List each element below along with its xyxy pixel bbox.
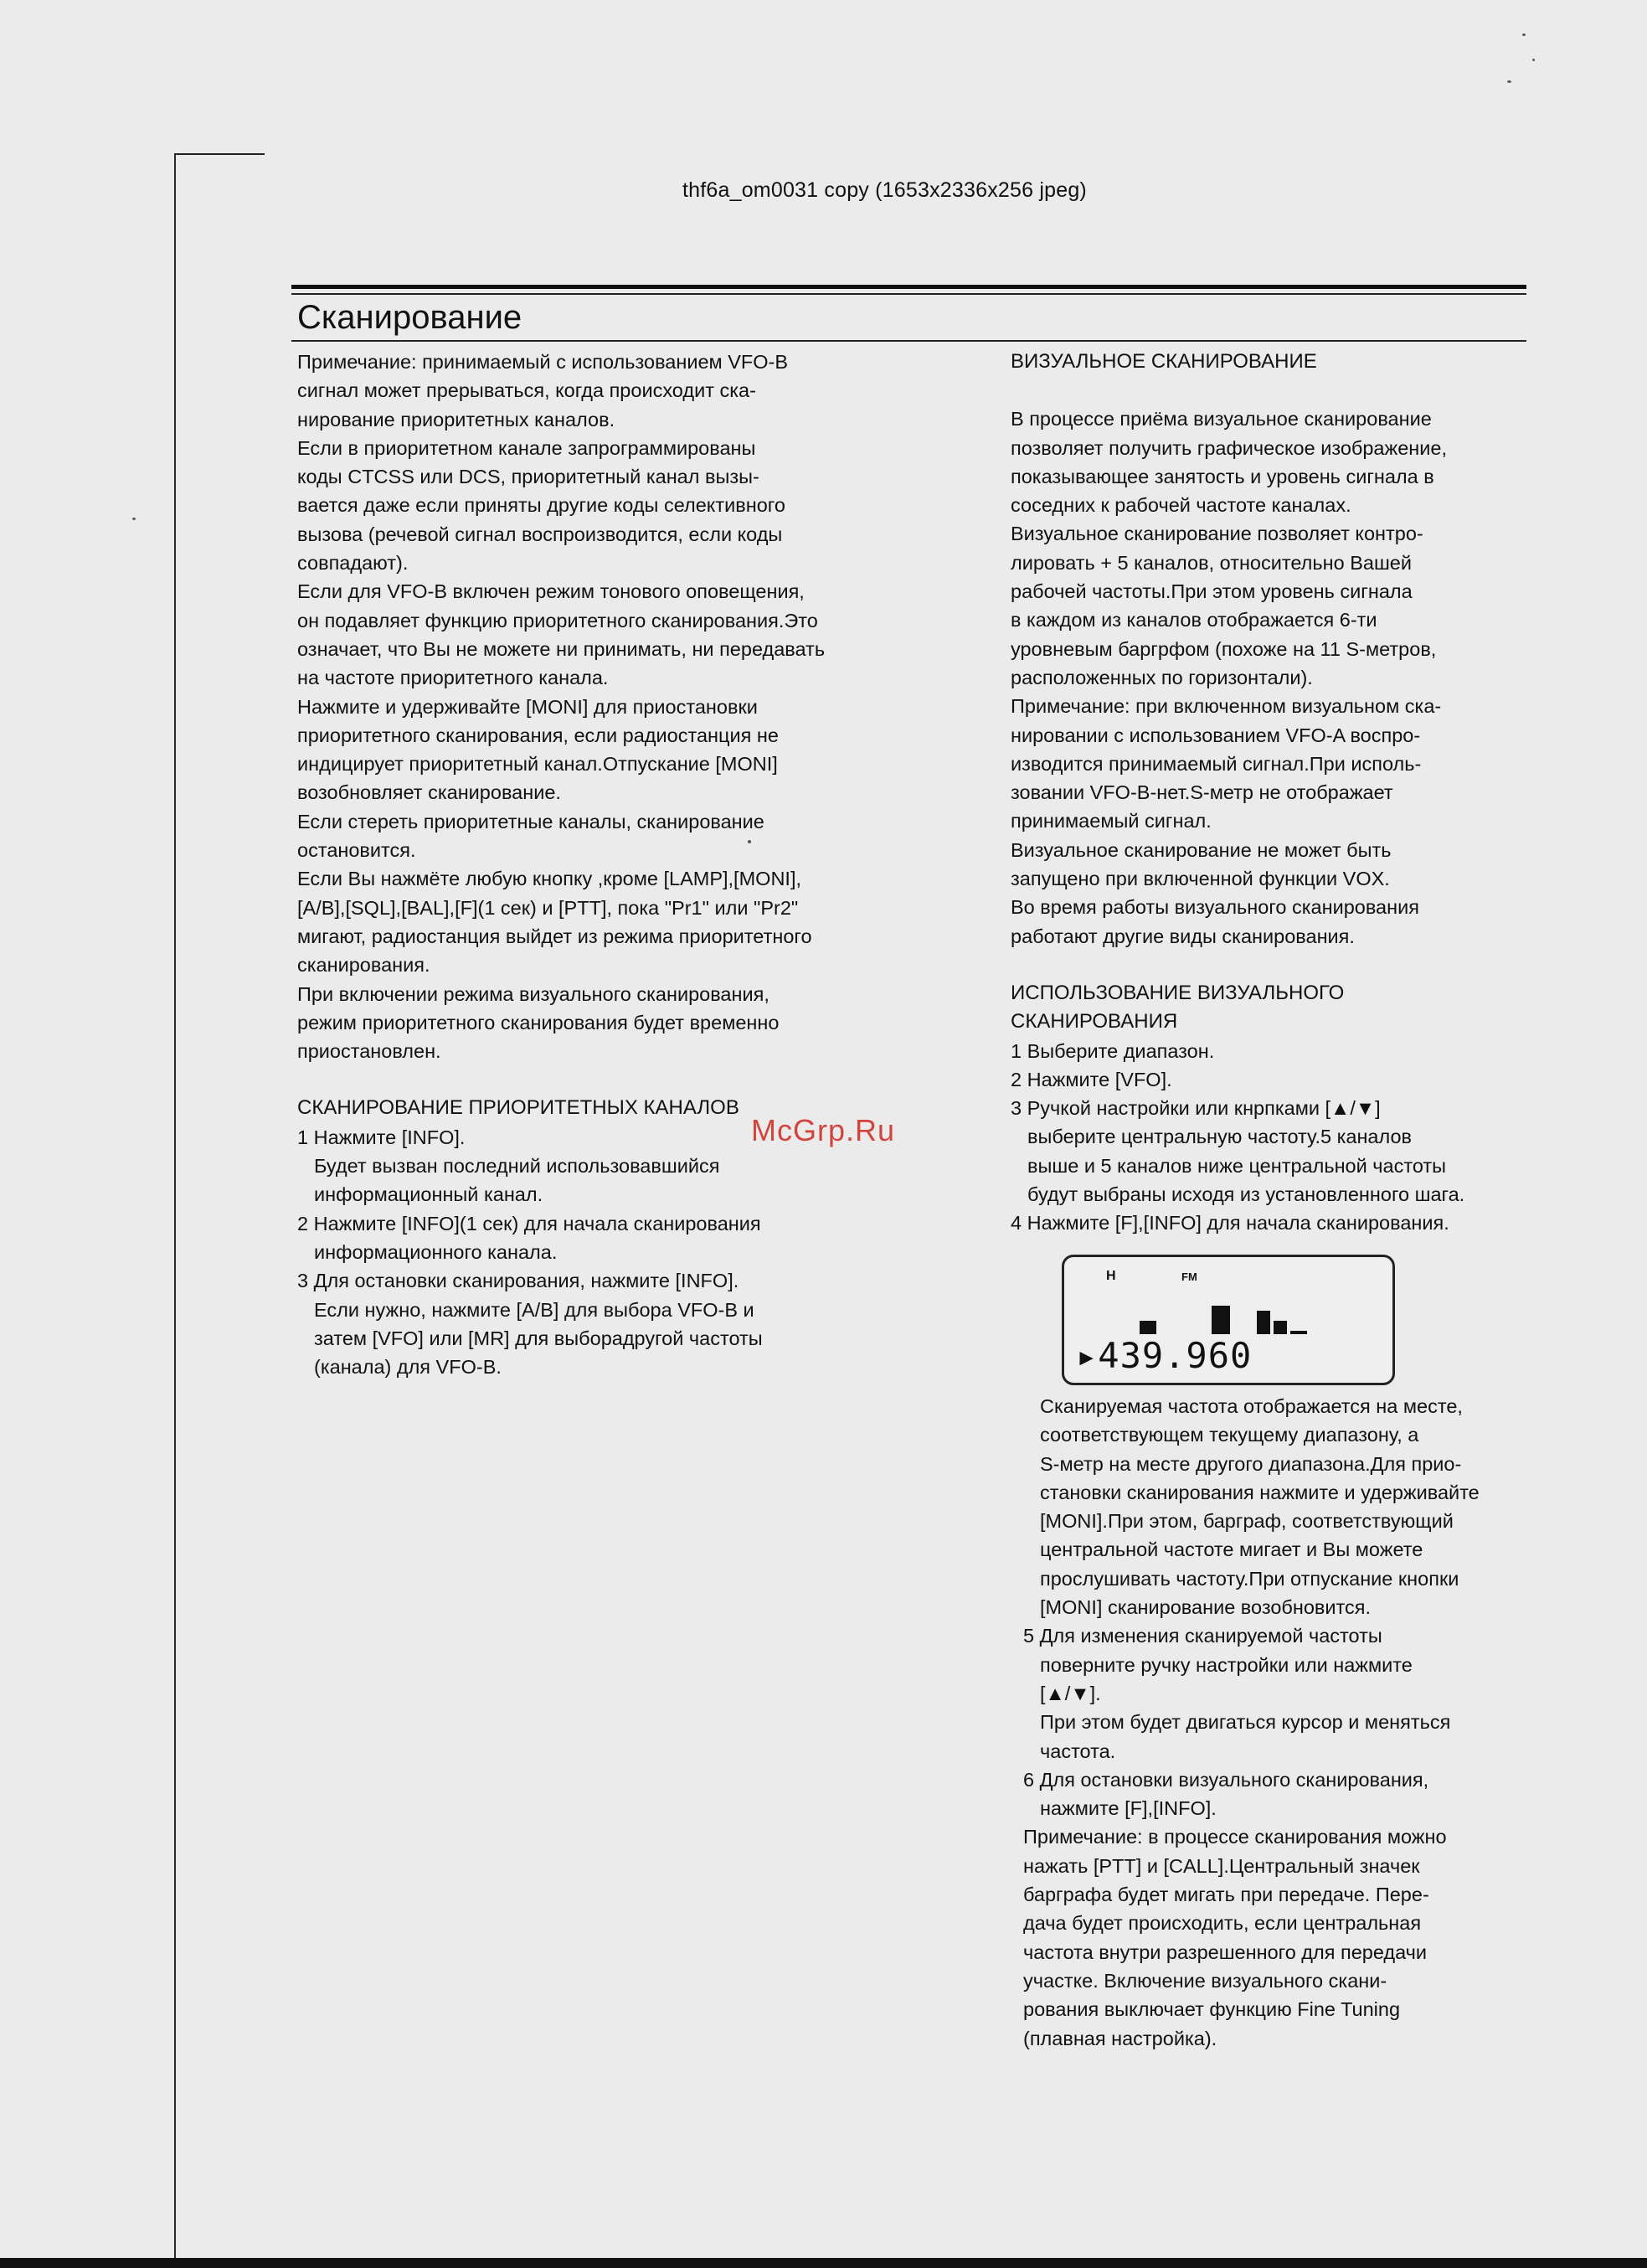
bargraph-cursor [1290,1331,1307,1334]
lcd-display [1062,1255,1395,1385]
text-line: запущено при включенной функции VOX. [1011,868,1390,890]
text-line: работают другие виды сканирования. [1011,925,1355,947]
text-line: сканирования. [297,954,430,977]
note-line: дача будет происходить, если центральная [1023,1912,1422,1935]
text-line: сигнал может прерываться, когда происходит ска- [297,379,756,402]
usage-heading-line1: ИСПОЛЬЗОВАНИЕ ВИЗУАЛЬНОГО [1011,981,1345,1004]
text-line: остановится. [297,839,416,862]
title-rule [291,285,1526,289]
step-line: Если нужно, нажмите [A/B] для выбора VFO-B и [314,1298,754,1321]
note-line: нажать [PTT] и [CALL].Центральный значек [1023,1854,1420,1877]
text-line: становки сканирования нажмите и удерживайте [1040,1481,1480,1503]
step-line: будут выбраны исходя из установленного шага. [1027,1183,1465,1206]
text-line: коды CTCSS или DCS, приоритетный канал вызы- [297,466,759,488]
page-title: Сканирование [297,299,522,336]
text-line: принимаемый сигнал. [1011,810,1212,832]
usage-heading-line2: СКАНИРОВАНИЯ [1011,1010,1178,1033]
text-line: Визуальное сканирование не может быть [1011,838,1392,861]
text-line: S-метр на месте другого диапазона.Для прио- [1040,1452,1462,1475]
text-line: Если в приоритетном канале запрограммированы [297,436,756,459]
note-line: рования выключает функцию Fine Tuning [1023,1998,1401,2021]
step-line: 1 Нажмите [INFO]. [297,1126,466,1148]
step-line: частота. [1040,1740,1116,1762]
bargraph-segment [1257,1311,1270,1334]
text-line: Визуальное сканирование позволяет контро- [1011,523,1423,545]
text-line: нировании с использованием VFO-A воспро- [1011,724,1421,746]
scan-filename-caption: thf6a_om0031 copy (1653x2336x256 jpeg) [682,178,1087,202]
text-line: в каждом из каналов отображается 6-ти [1011,609,1377,631]
text-line: нирование приоритетных каналов. [297,408,615,430]
step-line: При этом будет двигаться курсор и меняться [1040,1711,1451,1734]
step-line: Будет вызван последний использовавшийся [314,1155,720,1178]
scan-speck [1507,80,1511,83]
text-line: мигают, радиостанция выйдет из режима приоритетного [297,925,812,947]
text-line: Во время работы визуального сканирования [1011,896,1419,919]
note-line: частота внутри разрешенного для передачи [1023,1941,1428,1963]
text-line: Примечание: принимаемый с использованием VFO-B [297,351,789,373]
text-line: индицирует приоритетный канал.Отпускание [MONI] [297,753,778,776]
text-line: приостановлен. [297,1040,441,1063]
bargraph-segment [1212,1306,1230,1334]
step-line: 3 Для остановки сканирования, нажмите [INFO]. [297,1270,739,1292]
step-line: выберите центральную частоту.5 каналов [1027,1126,1413,1148]
scan-border-left [174,153,176,2268]
text-line: зовании VFO-B-нет.S-метр не отображает [1011,781,1393,804]
scan-speck [1522,34,1526,36]
watermark: McGrp.Ru [751,1113,896,1147]
text-line: совпадают). [297,552,409,575]
text-line: При включении режима визуального сканирования, [297,982,769,1005]
text-line: Если для VFO-B включен режим тонового оповещения, [297,580,805,603]
title-underline [291,340,1526,342]
text-line: Если Вы нажмёте любую кнопку ,кроме [LAMP],[MONI], [297,868,802,890]
step-line: информационный канал. [314,1183,543,1206]
title-rule-thin [291,293,1526,295]
step-line: поверните ручку настройки или нажмите [1040,1653,1413,1676]
text-line: [A/B],[SQL],[BAL],[F](1 сек) и [PTT], пока "Pr1" или "Pr2" [297,896,799,919]
note-line: (плавная настройка). [1023,2027,1217,2049]
text-line: соответствующем текущему диапазону, а [1040,1424,1419,1446]
scan-speck [132,518,136,520]
text-line: Примечание: при включенном визуальном ска- [1011,695,1442,718]
text-line: центральной частоте мигает и Вы можете [1040,1539,1423,1561]
text-line: означает, что Вы не можете ни принимать, ни передавать [297,637,826,660]
left-column [297,348,825,1381]
text-line: вается даже если приняты другие коды селективного [297,494,785,517]
lcd-fm-indicator: FM [1181,1271,1197,1283]
text-line: В процессе приёма визуальное сканирование [1011,408,1432,430]
step-line: 6 Для остановки визуального сканирования, [1023,1768,1429,1791]
text-line: режим приоритетного сканирования будет временно [297,1011,780,1033]
step-line: 1 Выберите диапазон. [1011,1039,1215,1062]
step-line: [▲/▼]. [1040,1682,1101,1704]
text-line: лировать + 5 каналов, относительно Вашей [1011,551,1412,574]
text-line: [MONI] сканирование возобновится. [1040,1596,1372,1619]
step-line: затем [VFO] или [MR] для выборадругой частоты [314,1327,763,1349]
text-line: возобновляет сканирование. [297,781,561,804]
note-line: Примечание: в процессе сканирования можно [1023,1826,1447,1848]
right-column-lower [1023,1392,1480,2053]
step-line: 4 Нажмите [F],[INFO] для начала сканирования. [1011,1212,1449,1235]
step-line: 3 Ручкой настройки или кнрпками [▲/▼] [1011,1097,1381,1120]
text-line: показывающее занятость и уровень сигнала в [1011,465,1434,487]
step-line: 2 Нажмите [VFO]. [1011,1068,1172,1090]
text-line: Сканируемая частота отображается на месте, [1040,1395,1463,1417]
text-line: расположенных по горизонтали). [1011,666,1313,688]
step-line: информационного канала. [314,1240,558,1263]
lcd-frequency: ▸439.960 [1076,1335,1253,1376]
text-line: уровневым баргрфом (похоже на 11 S-метров, [1011,637,1437,660]
text-line: вызова (речевой сигнал воспроизводится, если коды [297,523,783,545]
scan-speck [1532,59,1535,61]
note-line: участке. Включение визуального скани- [1023,1969,1387,1992]
text-line: на частоте приоритетного канала. [297,667,609,689]
step-line: 2 Нажмите [INFO](1 сек) для начала сканирования [297,1212,761,1235]
text-line: он подавляет функцию приоритетного сканирования.Это [297,609,818,631]
text-line: прослушивать частоту.При отпускание кнопки [1040,1567,1459,1590]
text-line: позволяет получить графическое изображение, [1011,436,1447,459]
text-line: [MONI].При этом, барграф, соответствующий [1040,1510,1454,1533]
text-line: Если стереть приоритетные каналы, сканирование [297,810,764,832]
step-line: нажмите [F],[INFO]. [1040,1797,1217,1820]
bargraph-segment [1274,1321,1287,1334]
text-line: Нажмите и удерживайте [MONI] для приостановки [297,695,758,718]
step-line: выше и 5 каналов ниже центральной частоты [1027,1154,1447,1177]
right-column [1011,348,1464,1238]
scan-border-bottom [0,2258,1647,2268]
text-line: изводится принимаемый сигнал.При исполь- [1011,752,1422,775]
text-line: соседних к рабочей частоте каналах. [1011,494,1351,517]
text-line: приоритетного сканирования, если радиостанция не [297,724,779,746]
step-line: (канала) для VFO-B. [314,1356,502,1379]
lcd-h-indicator: H [1106,1269,1116,1283]
step-line: 5 Для изменения сканируемой частоты [1023,1625,1382,1647]
priority-heading: СКАНИРОВАНИЕ ПРИОРИТЕТНЫХ КАНАЛОВ [297,1096,739,1120]
text-line: рабочей частоты.При этом уровень сигнала [1011,580,1413,603]
note-line: барграфа будет мигать при передаче. Пере- [1023,1884,1429,1906]
visual-heading: ВИЗУАЛЬНОЕ СКАНИРОВАНИЕ [1011,350,1317,373]
bargraph-segment [1140,1321,1156,1334]
scan-border-top [174,153,265,155]
